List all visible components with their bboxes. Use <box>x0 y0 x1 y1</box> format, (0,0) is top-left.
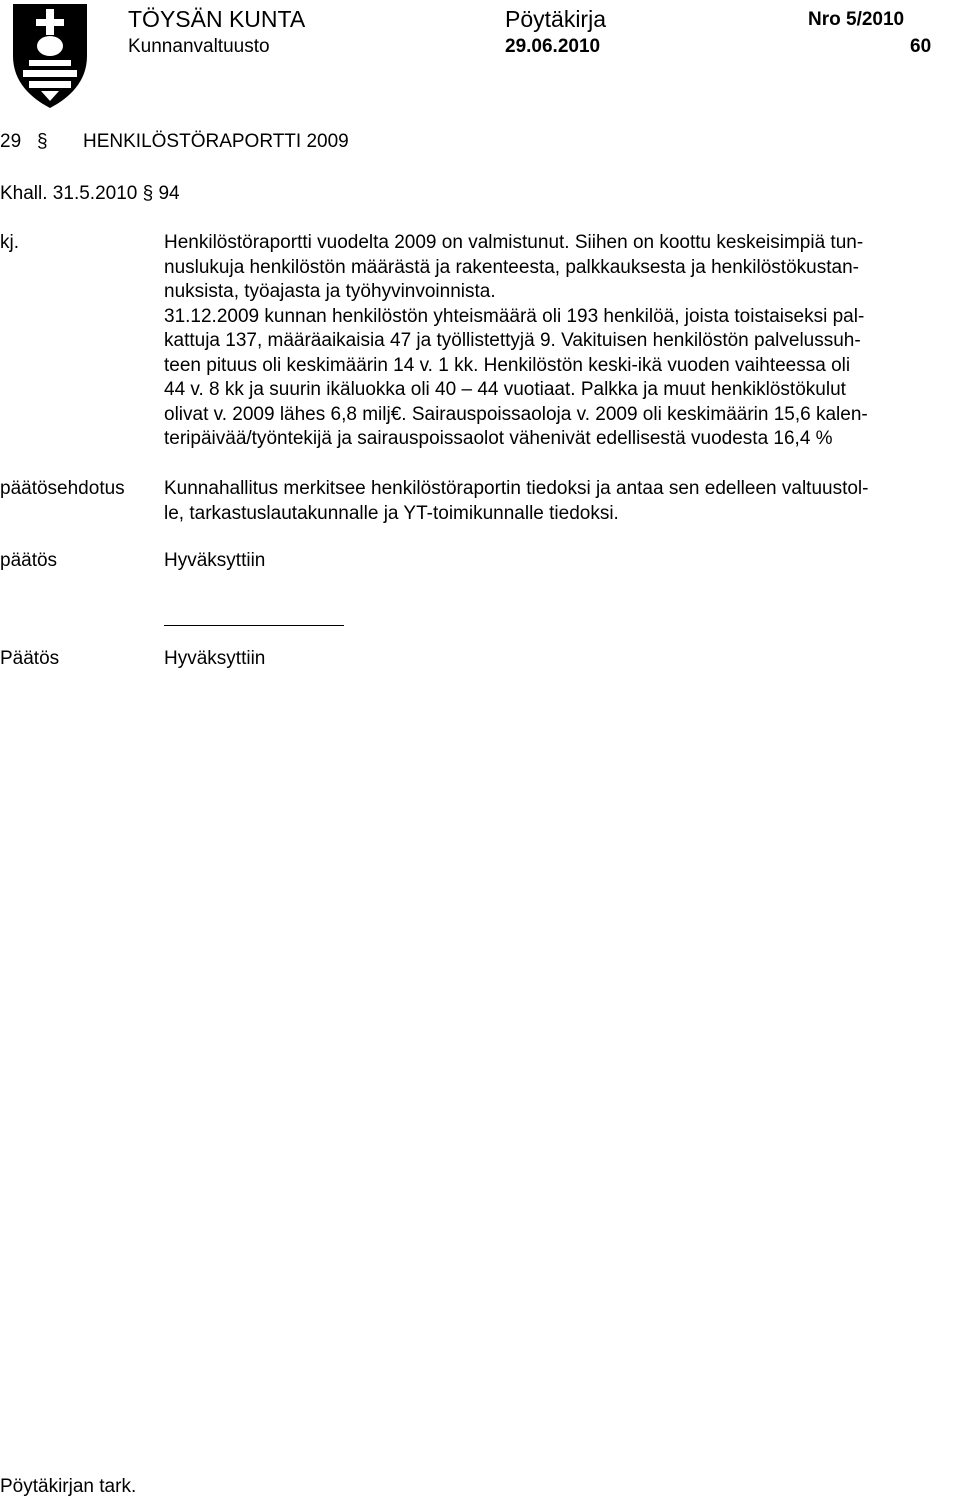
kj-line: teripäivää/työntekijä ja sairauspoissaolot vähenivät edellisestä vuodesta 16,4 % <box>164 428 833 449</box>
document-number: Nro 5/2010 <box>808 9 905 30</box>
coat-of-arms-logo <box>5 0 95 110</box>
kj-text <box>164 231 948 452</box>
kj-line: Henkilöstöraportti vuodelta 2009 on valmistunut. Siihen on koottu keskeisimpiä tun- <box>164 232 864 253</box>
decision-label: päätös <box>0 550 58 571</box>
section-title: HENKILÖSTÖRAPORTTI 2009 <box>83 131 349 152</box>
kj-line: olivat v. 2009 lähes 6,8 milj€. Sairauspoissaoloja v. 2009 oli keskimäärin 15,6 kalen- <box>164 403 868 425</box>
governing-body: Kunnanvaltuusto <box>128 36 270 57</box>
proposal-line: le, tarkastuslautakunnalle ja YT-toimikunnalle tiedoksi. <box>164 502 619 524</box>
proposal-line: Kunnahallitus merkitsee henkilöstöraportin tiedoksi ja antaa sen edelleen valtuustol- <box>164 478 869 499</box>
proposal-text <box>164 477 948 526</box>
document-type: Pöytäkirja <box>505 6 606 32</box>
footer-minutes-check: Pöytäkirjan tark. <box>0 1476 137 1497</box>
kj-line: nuslukuja henkilöstön määrästä ja rakenteesta, palkkauksesta ja henkilöstökustan- <box>164 256 859 278</box>
decision-text: Hyväksyttiin <box>164 550 266 571</box>
proposal-label: päätösehdotus <box>0 478 125 499</box>
reference-line: Khall. 31.5.2010 § 94 <box>0 183 180 204</box>
kj-line: 44 v. 8 kk ja suurin ikäluokka oli 40 – 44 vuotiaat. Palkka ja muut henkiklöstökulut <box>164 379 846 400</box>
kj-line: teen pituus oli keskimäärin 14 v. 1 kk. Henkilöstön keski-ikä vuoden vaihteessa oli <box>164 354 851 376</box>
page-number: 60 <box>910 36 932 57</box>
final-decision-text: Hyväksyttiin <box>164 648 266 669</box>
section-sign: § <box>37 131 48 152</box>
kj-line: 31.12.2009 kunnan henkilöstön yhteismäärä oli 193 henkilöä, joista toistaiseksi pal- <box>164 305 865 327</box>
kj-line: nuksista, työajasta ja työhyvinvoinnista. <box>164 281 496 302</box>
final-decision-label: Päätös <box>0 648 60 669</box>
kj-label: kj. <box>0 232 19 253</box>
municipality-name: TÖYSÄN KUNTA <box>128 6 306 32</box>
separator-line <box>164 625 344 626</box>
meeting-date: 29.06.2010 <box>505 36 601 57</box>
kj-line: kattuja 137, määräaikaisia 47 ja työllistettyjä 9. Vakituisen henkilöstön palvelussuh- <box>164 330 861 351</box>
section-number: 29 <box>0 131 22 152</box>
